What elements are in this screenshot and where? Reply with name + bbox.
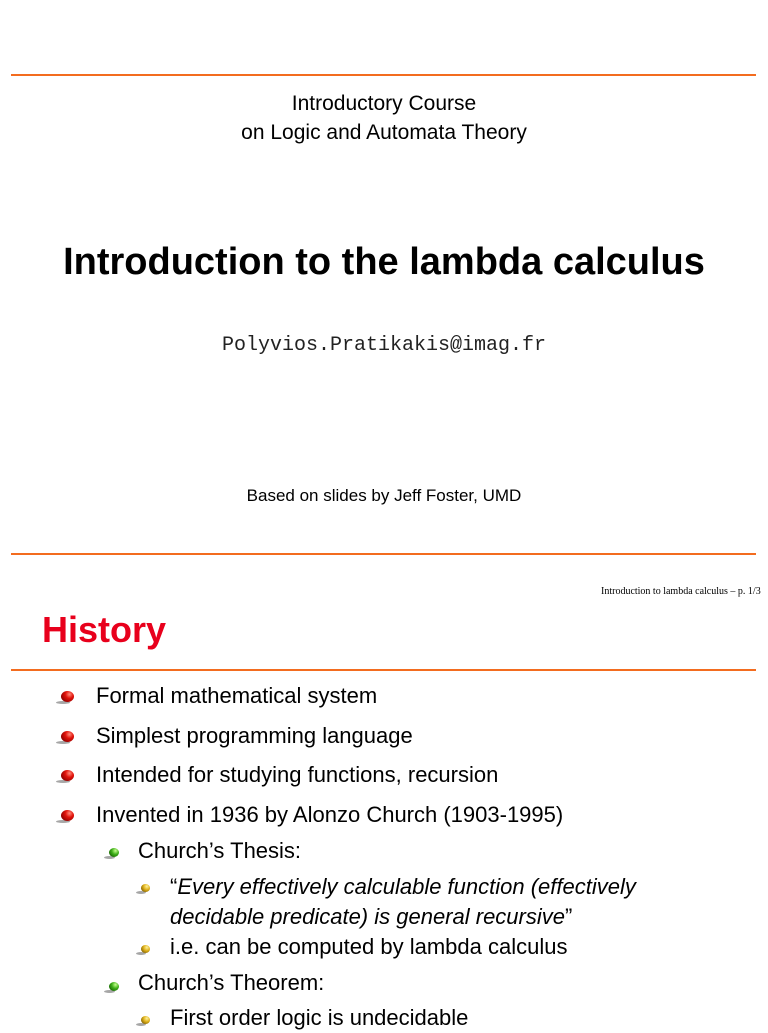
quote-item-continued <box>170 902 572 932</box>
course-line-1: Introductory Course <box>291 92 477 115</box>
quote-close: ” <box>565 904 573 929</box>
red-bullet-icon <box>61 770 74 781</box>
course-title <box>0 89 768 147</box>
sub-bullet-item: Church’s Theorem: <box>138 970 325 995</box>
section-heading: History <box>42 609 167 650</box>
bullet-item: Formal mathematical system <box>96 683 378 708</box>
top-rule <box>11 74 756 76</box>
author-email: Polyvios.Pratikakis@imag.fr <box>221 334 547 357</box>
sub-sub-bullet-item: First order logic is undecidable <box>170 1005 469 1030</box>
gold-bullet-icon <box>141 1016 150 1024</box>
green-bullet-icon <box>109 982 119 991</box>
course-line-2: on Logic and Automata Theory <box>241 121 527 144</box>
red-bullet-icon <box>61 691 74 702</box>
bullet-item: Invented in 1936 by Alonzo Church (1903-1995) <box>96 802 564 827</box>
quote-item <box>170 872 636 902</box>
gold-bullet-icon <box>141 884 150 892</box>
quote-open: “ <box>170 874 178 899</box>
sub-sub-bullet-item: i.e. can be computed by lambda calculus <box>170 934 568 959</box>
sub-bullet-item: Church’s Thesis: <box>138 838 302 863</box>
heading-rule <box>11 669 756 671</box>
bottom-rule <box>11 553 756 555</box>
slide-footer: Introduction to lambda calculus – p. 1/3 <box>601 586 761 597</box>
red-bullet-icon <box>61 810 74 821</box>
bullet-item: Simplest programming language <box>96 723 413 748</box>
red-bullet-icon <box>61 731 74 742</box>
bullet-item: Intended for studying functions, recursion <box>96 762 499 787</box>
credit-line: Based on slides by Jeff Foster, UMD <box>246 486 522 505</box>
slide-title: Introduction to the lambda calculus <box>63 241 705 283</box>
green-bullet-icon <box>109 848 119 857</box>
quote-line-1: Every effectively calculable function (effectively <box>177 874 636 899</box>
quote-line-2: decidable predicate) is general recursive <box>170 904 565 929</box>
gold-bullet-icon <box>141 945 150 953</box>
